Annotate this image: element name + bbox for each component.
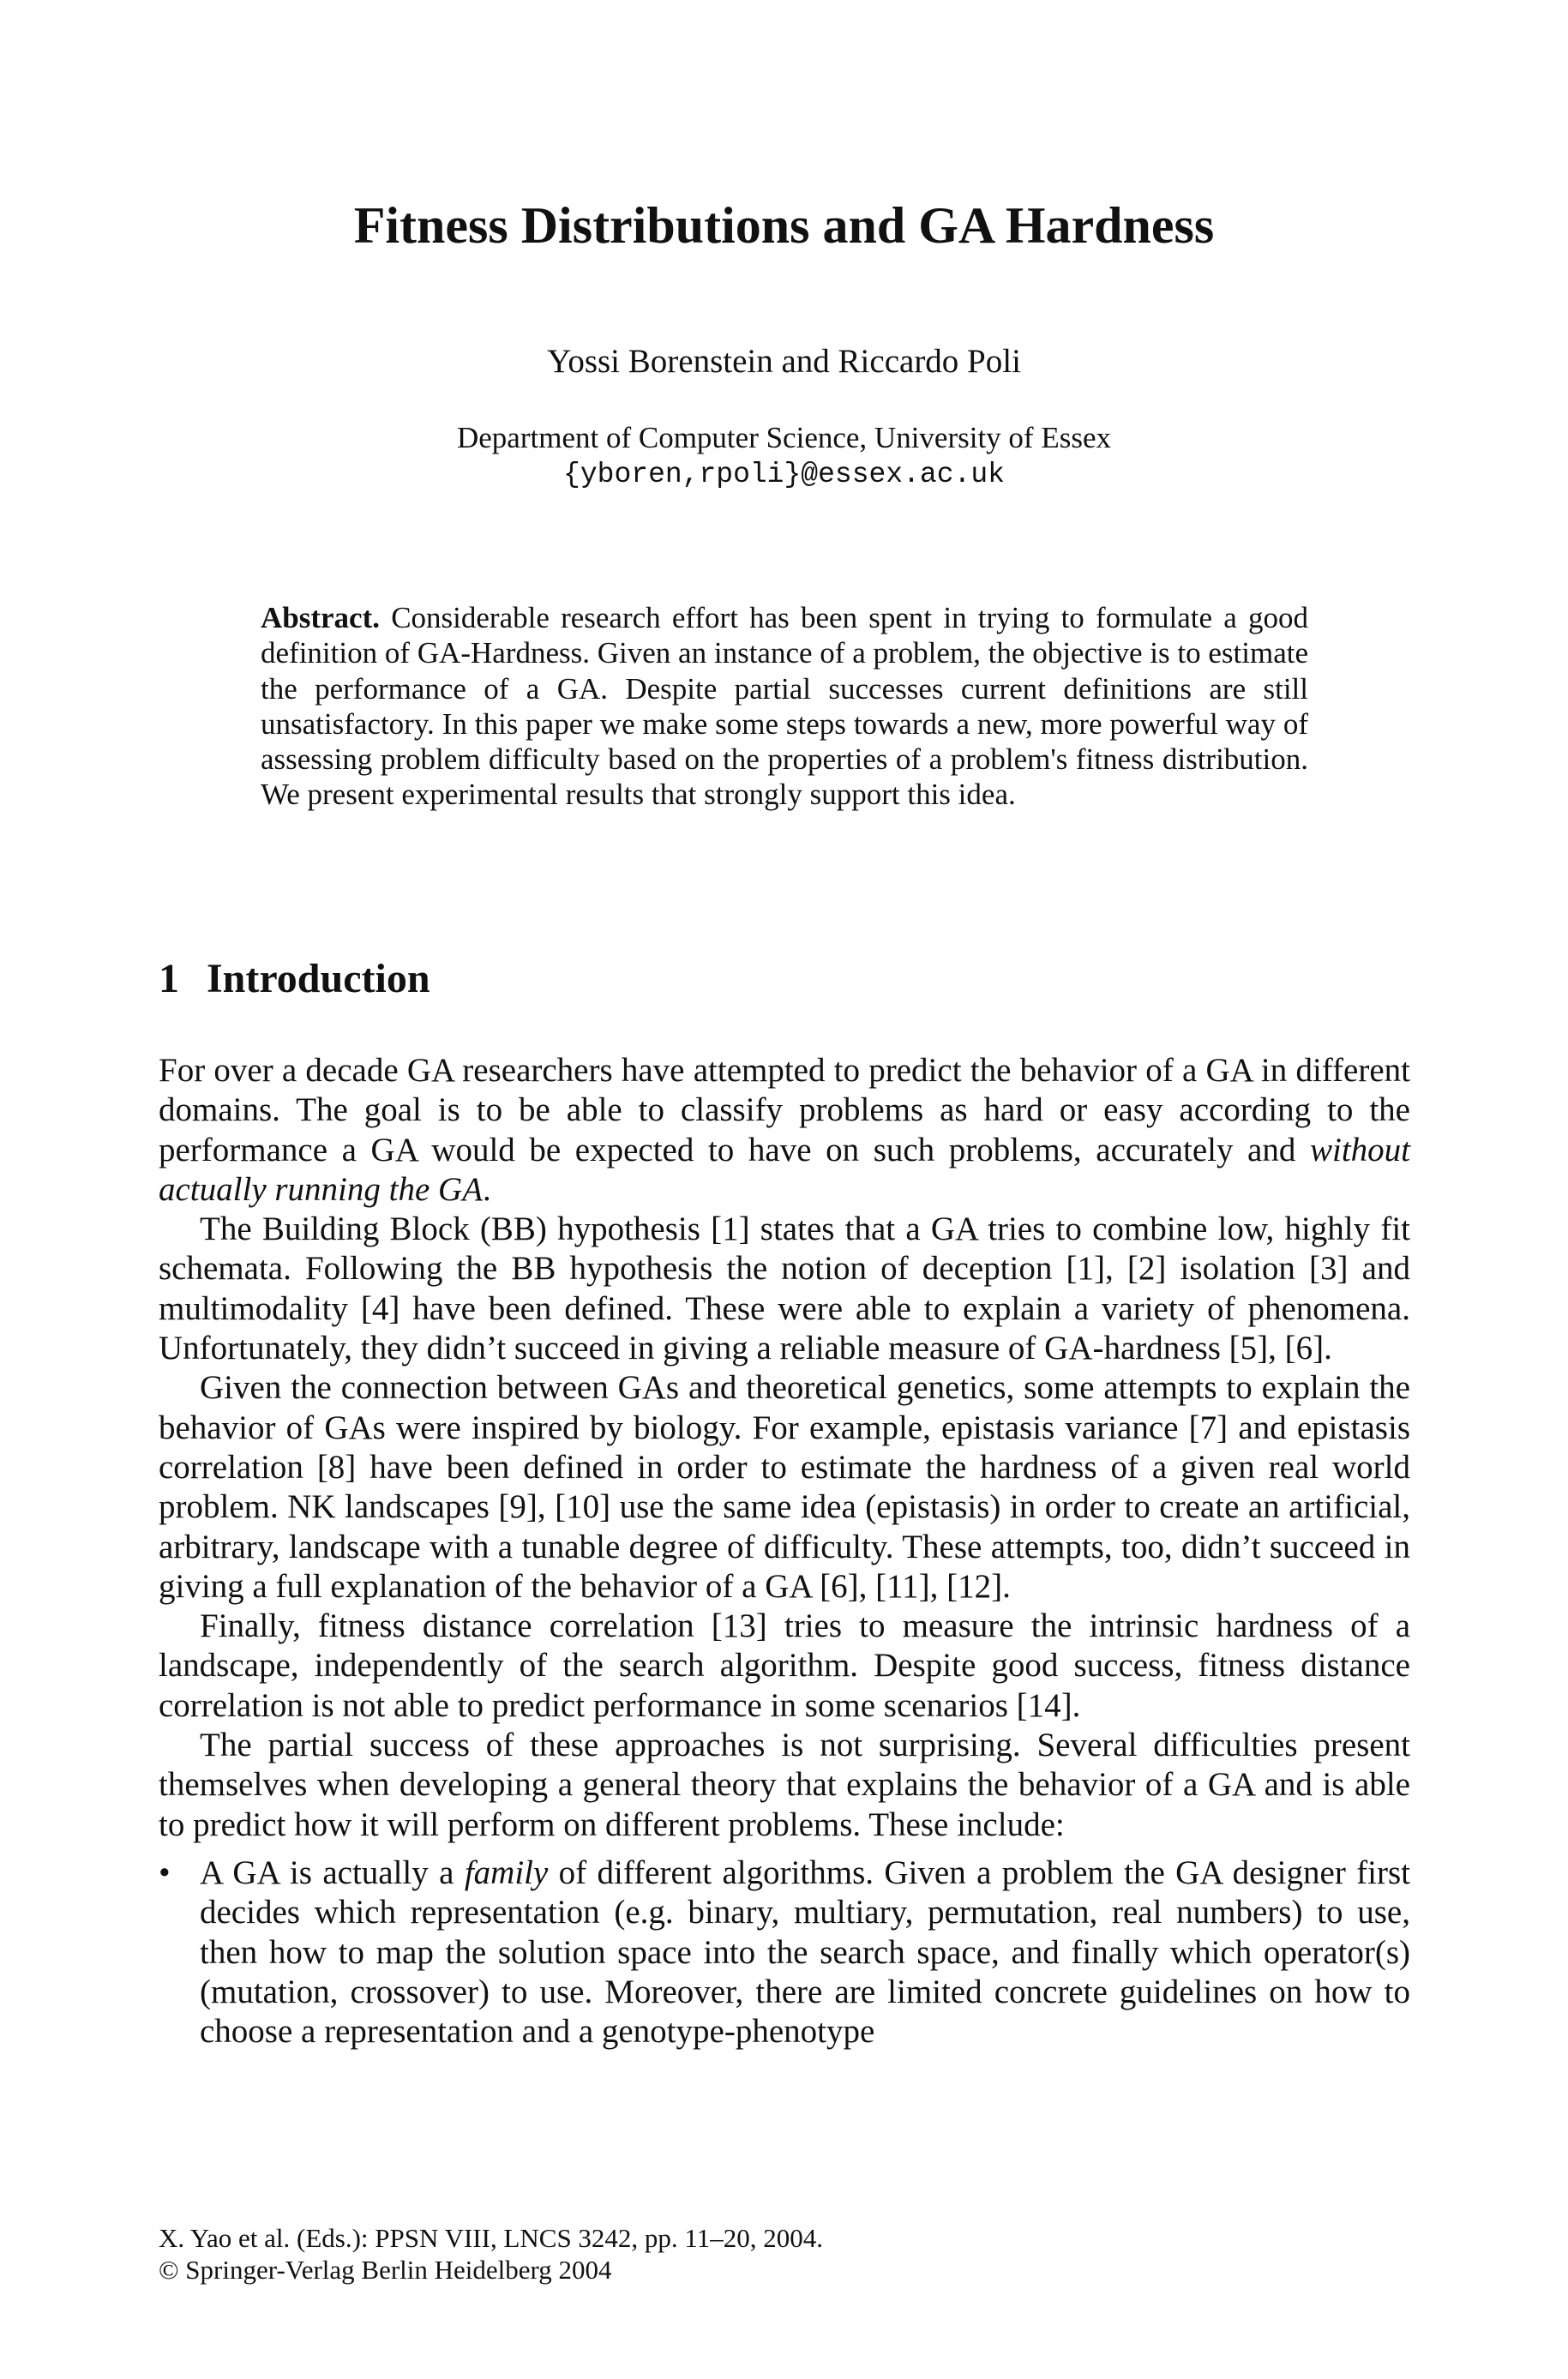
paragraph-1 bbox=[159, 1051, 1410, 1210]
list-item-emphasis: family bbox=[464, 1853, 549, 1891]
affiliation: Department of Computer Science, University of Essex bbox=[457, 421, 1111, 454]
list-item-text-b: of different algorithms. Given a problem the GA designer first decides which representation (e.g. binary, multiary, permutation, real numbers) to use, then how to map the solution space into the search space, and finally which operator(s) (mutation, crossover) to use. Moreover, there are limited concrete guidelines on how to choose a representation and a genotype-phenotype bbox=[200, 1853, 1410, 2051]
section-number: 1 bbox=[159, 956, 179, 1001]
list-item-text-a: A GA is actually a bbox=[200, 1853, 465, 1891]
author-list: Yossi Borenstein and Riccardo Poli bbox=[547, 343, 1021, 380]
copyright-line: © Springer-Verlag Berlin Heidelberg 2004 bbox=[159, 2255, 612, 2285]
bullet-icon: • bbox=[159, 1853, 171, 1891]
section-title: Introduction bbox=[207, 956, 430, 1001]
paragraph-1-emphasis: without actually running the GA bbox=[159, 1131, 1410, 1208]
paragraph-4: Finally, fitness distance correlation [13] tries to measure the intrinsic hardness of a landscape, independently of the search algorithm. Despite good success, fitness distance correlation is not able to predict performance in some scenarios [14]. bbox=[159, 1607, 1410, 1724]
paragraph-3: Given the connection between GAs and theoretical genetics, some attempts to explain the behavior of GAs were inspired by biology. For example, epistasis variance [7] and epistasis correlation [8] have been defined in order to estimate the hardness of a given real world problem. NK landscapes [9], [10] use the same idea (epistasis) in order to create an artificial, arbitrary, landscape with a tunable degree of difficulty. These attempts, too, didn’t succeed in giving a full explanation of the behavior of a GA [6], [11], [12]. bbox=[159, 1369, 1410, 1605]
paragraph-5: The partial success of these approaches is not surprising. Several difficulties present themselves when developing a general theory that explains the behavior of a GA and is able to predict how it will perform on different problems. These include: bbox=[159, 1727, 1410, 1843]
section-heading-introduction bbox=[159, 953, 430, 1005]
paper-title: Fitness Distributions and GA Hardness bbox=[353, 197, 1215, 254]
paragraph-2: The Building Block (BB) hypothesis [1] states that a GA tries to combine low, highly fit schemata. Following the BB hypothesis the notion of deception [1], [2] isolation [3] and multimodality [4] have been defined. These were able to explain a variety of phenomena. Unfortunately, they didn’t succeed in giving a reliable measure of GA-hardness [5], [6]. bbox=[159, 1211, 1410, 1367]
abstract-text: Considerable research effort has been spent in trying to formulate a good definition of GA-Hardness. Given an instance of a problem, the objective is to estimate the performance of a GA. Despite partial successes current definitions are still unsatisfactory. In this paper we make some steps towards a new, more powerful way of assessing problem difficulty based on the properties of a problem's fitness distribution. We present experimental results that strongly support this idea. bbox=[261, 601, 1308, 812]
abstract bbox=[261, 600, 1308, 813]
paragraph-1-text: For over a decade GA researchers have attempted to predict the behavior of a GA in different domains. The goal is to be able to classify problems as hard or easy according to the performance a GA would be expected to have on such problems, accurately and bbox=[159, 1052, 1410, 1168]
author-email: {yboren,rpoli}@essex.ac.uk bbox=[563, 459, 1005, 490]
list-item bbox=[159, 1853, 1410, 2052]
paragraph-1-end: . bbox=[483, 1170, 491, 1208]
difficulty-list bbox=[159, 1853, 1410, 2052]
citation-line: X. Yao et al. (Eds.): PPSN VIII, LNCS 3242, pp. 11–20, 2004. bbox=[159, 2223, 824, 2253]
page-footer bbox=[159, 2222, 823, 2286]
abstract-label: Abstract. bbox=[261, 601, 380, 634]
body-text bbox=[159, 1051, 1410, 2052]
